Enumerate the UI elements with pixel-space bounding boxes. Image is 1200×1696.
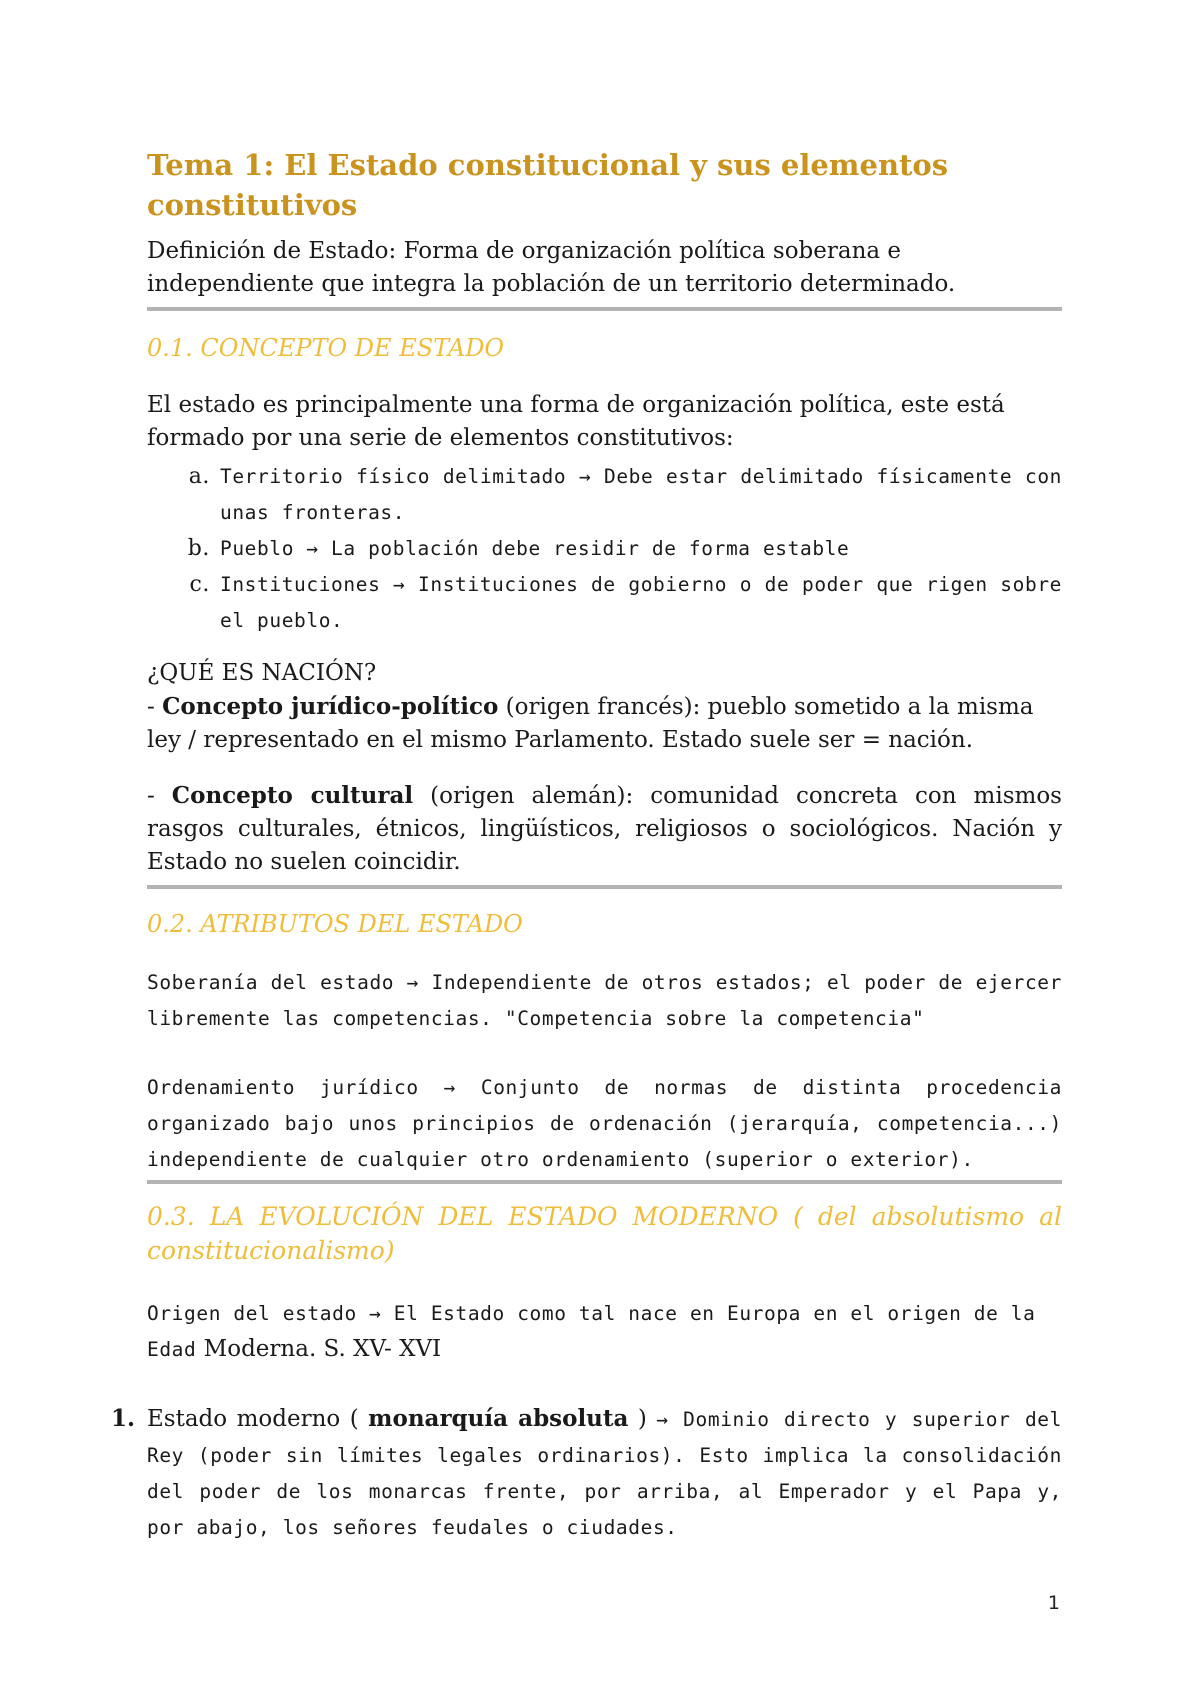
page-number: 1 <box>1047 1592 1060 1614</box>
list-marker: b. <box>187 536 210 561</box>
concept-term: Concepto jurídico-político <box>162 693 499 720</box>
item-term: monarquía absoluta <box>368 1405 629 1432</box>
list-item <box>147 459 1062 531</box>
document-page <box>111 145 1062 1546</box>
numbered-item <box>111 1402 1062 1546</box>
dash: - <box>147 783 172 809</box>
list-marker: a. <box>188 464 210 489</box>
section-heading-atributos: 0.2. ATRIBUTOS DEL ESTADO <box>147 910 523 938</box>
section-heading-concepto: 0.1. CONCEPTO DE ESTADO <box>147 334 505 362</box>
concept-term: Concepto cultural <box>171 782 414 809</box>
origin-date: Moderna. S. XV- XVI <box>196 1336 442 1362</box>
list-marker: c. <box>189 572 210 597</box>
nation-concept-juridico <box>147 690 1062 757</box>
list-item-text: Instituciones → Instituciones de gobierno o de poder que rigen sobre el pueblo. <box>220 573 1062 632</box>
definition-paragraph: Definición de Estado: Forma de organización política soberana e independiente que integra la población de un territorio determinado. <box>147 238 956 297</box>
item-description: → Dominio directo y superior del Rey (poder sin límites legales ordinarios). Esto implica la consolidación del poder de los monarcas frente, por arriba, al Emperador y el Papa y, por abajo, los señores feudales o ciudades. <box>147 1408 1062 1539</box>
ordenamiento-paragraph: Ordenamiento jurídico → Conjunto de normas de distinta procedencia organizado bajo unos principios de ordenación (jerarquía, competencia...) independiente de cualquier otro ordenamiento (superior o exterior). <box>147 1076 1062 1171</box>
divider <box>147 885 1062 889</box>
list-item <box>147 567 1062 639</box>
dash: - <box>147 694 163 720</box>
nation-question: ¿QUÉ ES NACIÓN? <box>147 660 377 686</box>
page-title: Tema 1: El Estado constitucional y sus elementos constitutivos <box>147 148 949 222</box>
elements-list <box>147 459 1062 639</box>
nation-concept-cultural <box>147 779 1062 879</box>
origin-paragraph <box>147 1296 1062 1368</box>
origin-text: Origen del estado → El Estado como tal nace en Europa en el origen de la Edad <box>147 1302 1036 1361</box>
section-heading-evolucion: 0.3. LA EVOLUCIÓN DEL ESTADO MODERNO ( del absolutismo al constitucionalismo) <box>147 1202 1062 1265</box>
concepto-intro: El estado es principalmente una forma de organización política, este está formado por una serie de elementos constitutivos: <box>147 392 1005 451</box>
list-item-text: Territorio físico delimitado → Debe estar delimitado físicamente con unas fronteras. <box>220 465 1062 524</box>
item-lead-close: ) <box>628 1406 657 1432</box>
concept-description: (origen francés): pueblo sometido a la misma ley / representado en el mismo Parlamento. Estado suele ser = nación. <box>147 694 1034 753</box>
item-number: 1. <box>111 1405 136 1432</box>
divider <box>147 307 1062 311</box>
list-item-text: Pueblo → La población debe residir de forma estable <box>220 537 850 560</box>
list-item <box>147 531 1062 567</box>
item-lead: Estado moderno ( <box>147 1406 369 1432</box>
concept-description: (origen alemán): comunidad concreta con mismos rasgos culturales, étnicos, lingüísticos, religiosos o sociológicos. Nación y Estado no suelen coincidir. <box>147 783 1062 875</box>
divider <box>147 1180 1062 1184</box>
soberania-paragraph: Soberanía del estado → Independiente de otros estados; el poder de ejercer libremente las competencias. "Competencia sobre la competencia" <box>147 971 1062 1030</box>
